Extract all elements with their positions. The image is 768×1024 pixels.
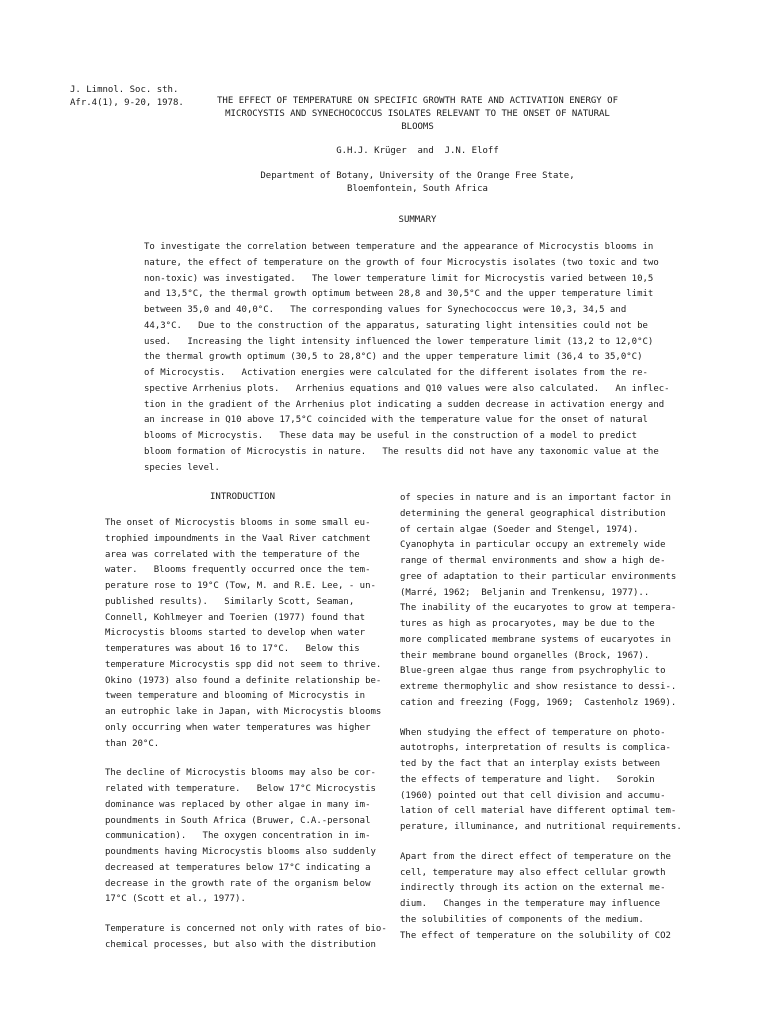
- text-line: extreme thermophylic and show resistance to dessi-.: [400, 682, 677, 692]
- text-line: range of thermal environments and show a high de-: [400, 556, 666, 566]
- text-line: Cyanophyta in particular occupy an extremely wide: [400, 540, 666, 551]
- summary-line: and 13,5°C, the thermal growth optimum between 28,8 and 30,5°C and the upper temperature limit: [144, 289, 654, 300]
- text-line: gree of adaptation to their particular environments: [400, 571, 677, 582]
- text-line: trophied impoundments in the Vaal River catchment: [105, 533, 371, 544]
- summary-line: between 35,0 and 40,0°C. The corresponding values for Synechococcus were 10,3, 34,5 and: [144, 305, 627, 315]
- summary-line: spective Arrhenius plots. Arrhenius equations and Q10 values were also calculated. An inflec-: [144, 383, 670, 394]
- paragraph: [105, 922, 387, 954]
- paragraph: [400, 491, 682, 712]
- text-line: Connell, Kohlmeyer and Toerien (1977) found that: [105, 612, 366, 623]
- summary-heading: [205, 214, 630, 227]
- text-line: of certain algae (Soeder and Stengel, 1974).: [400, 524, 639, 535]
- summary-line: nature, the effect of temperature on the growth of four Microcystis isolates (two toxic and two: [144, 257, 659, 268]
- text-line: dominance was replaced by other algae in many im-: [105, 799, 371, 810]
- paper-title: [205, 95, 630, 134]
- text-line: more complicated membrane systems of eucaryotes in: [400, 634, 671, 645]
- text-line: The decline of Microcystis blooms may also be cor-: [105, 768, 376, 779]
- text-line: ted by the fact that an interplay exists between: [400, 759, 661, 769]
- text-line: The onset of Microcystis blooms in some small eu-: [105, 518, 371, 528]
- summary-line: the thermal growth optimum (30,5 to 28,8°C) and the upper temperature limit (36,4 to 35,0°C): [144, 352, 643, 363]
- text-line: lation of cell material have different optimal tem-: [400, 806, 677, 817]
- summary-body: [144, 240, 670, 476]
- text-line: only occurring when water temperatures was higher: [105, 722, 371, 733]
- summary-line: species level.: [144, 462, 220, 473]
- affiliation-line: Department of Botany, University of the Orange Free State,: [260, 171, 575, 181]
- text-line: (1960) pointed out that cell division and accumu-: [400, 790, 666, 801]
- text-line: chemical processes, but also with the distribution: [105, 939, 376, 950]
- journal-ref-line: Afr.4(1), 9-20, 1978.: [70, 98, 184, 108]
- title-line: THE EFFECT OF TEMPERATURE ON SPECIFIC GROWTH RATE AND ACTIVATION ENERGY OF: [217, 96, 618, 106]
- text-line: poundments in South Africa (Bruwer, C.A.-personal: [105, 815, 371, 826]
- paragraph: [105, 766, 387, 908]
- text-line: their membrane bound organelles (Brock, 1967).: [400, 650, 650, 661]
- left-column: [105, 516, 387, 968]
- right-column: [400, 491, 682, 958]
- text-line: poundments having Microcystis blooms also suddenly: [105, 847, 376, 857]
- text-line: than 20°C.: [105, 738, 160, 749]
- text-line: autotrophs, interpretation of results is complica-: [400, 743, 671, 754]
- text-line: The effect of temperature on the solubility of CO2: [400, 930, 671, 941]
- text-line: temperature Microcystis spp did not seem to thrive.: [105, 659, 382, 670]
- title-line: BLOOMS: [401, 122, 434, 132]
- title-line: MICROCYSTIS AND SYNECHOCOCCUS ISOLATES RELEVANT TO THE ONSET OF NATURAL: [225, 109, 610, 119]
- journal-reference: [70, 84, 184, 110]
- text-line: communication). The oxygen concentration in im-: [105, 831, 371, 842]
- summary-line: used. Increasing the light intensity influenced the lower temperature limit (13,2 to 12,0°C): [144, 336, 654, 347]
- text-line: the effects of temperature and light. Sorokin: [400, 774, 655, 785]
- summary-heading-text: SUMMARY: [398, 215, 437, 225]
- text-line: an eutrophic lake in Japan, with Microcystis blooms: [105, 707, 382, 717]
- text-line: (Marré, 1962; Beljanin and Trenkensu, 1977)..: [400, 587, 650, 598]
- text-line: tures as high as procaryotes, may be due to the: [400, 619, 655, 629]
- text-line: decrease in the growth rate of the organism below: [105, 878, 371, 889]
- text-line: tween temperature and blooming of Microcystis in: [105, 691, 366, 702]
- text-line: Blue-green algae thus range from psychrophylic to: [400, 666, 666, 677]
- author-line: G.H.J. Krüger and J.N. Eloff: [336, 146, 499, 156]
- text-line: Apart from the direct effect of temperature on the: [400, 851, 671, 862]
- introduction-heading: [105, 491, 380, 504]
- paragraph: [400, 850, 682, 945]
- text-line: perature, illuminance, and nutritional requirements.: [400, 822, 682, 832]
- summary-line: To investigate the correlation between temperature and the appearance of Microcystis blooms in: [144, 242, 654, 252]
- text-line: perature rose to 19°C (Tow, M. and R.E. Lee, - un-: [105, 581, 376, 591]
- paragraph: [400, 726, 682, 836]
- affiliation: [205, 170, 630, 196]
- text-line: the solubilities of components of the medium.: [400, 914, 644, 925]
- affiliation-line: Bloemfontein, South Africa: [347, 184, 488, 194]
- text-line: area was correlated with the temperature of the: [105, 549, 360, 560]
- authors: [205, 145, 630, 158]
- text-line: indirectly through its action on the external me-: [400, 883, 666, 894]
- text-line: cation and freezing (Fogg, 1969; Castenholz 1969).: [400, 697, 677, 708]
- text-line: of species in nature and is an important factor in: [400, 493, 671, 503]
- text-line: decreased at temperatures below 17°C indicating a: [105, 862, 371, 873]
- text-line: published results). Similarly Scott, Seaman,: [105, 596, 355, 607]
- summary-line: bloom formation of Microcystis in nature. The results did not have any taxonomic value at the: [144, 446, 659, 457]
- text-line: determining the general geographical distribution: [400, 508, 666, 519]
- summary-line: 44,3°C. Due to the construction of the apparatus, saturating light intensities could not be: [144, 320, 648, 331]
- text-line: Temperature is concerned not only with rates of bio-: [105, 924, 387, 934]
- text-line: The inability of the eucaryotes to grow at tempera-: [400, 603, 677, 614]
- text-line: 17°C (Scott et al., 1977).: [105, 894, 246, 905]
- summary-line: of Microcystis. Activation energies were calculated for the different isolates from the re-: [144, 368, 648, 378]
- summary-line: non-toxic) was investigated. The lower temperature limit for Microcystis varied between 10,5: [144, 273, 654, 284]
- summary-line: blooms of Microcystis. These data may be useful in the construction of a model to predict: [144, 431, 638, 441]
- text-line: Okino (1973) also found a definite relationship be-: [105, 675, 382, 686]
- introduction-heading-text: INTRODUCTION: [209, 492, 276, 502]
- journal-ref-line: J. Limnol. Soc. sth.: [70, 85, 179, 95]
- summary-line: an increase in Q10 above 17,5°C coincided with the temperature value for the onset of natural: [144, 415, 648, 426]
- text-line: water. Blooms frequently occurred once the tem-: [105, 565, 371, 576]
- text-line: temperatures was about 16 to 17°C. Below this: [105, 644, 360, 654]
- text-line: Microcystis blooms started to develop when water: [105, 628, 366, 639]
- text-line: related with temperature. Below 17°C Microcystis: [105, 784, 376, 794]
- summary-line: tion in the gradient of the Arrhenius plot indicating a sudden decrease in activation energy and: [144, 399, 665, 410]
- text-line: When studying the effect of temperature on photo-: [400, 727, 666, 738]
- paragraph: [105, 516, 387, 752]
- text-line: dium. Changes in the temperature may influence: [400, 899, 661, 909]
- text-line: cell, temperature may also effect cellular growth: [400, 867, 666, 878]
